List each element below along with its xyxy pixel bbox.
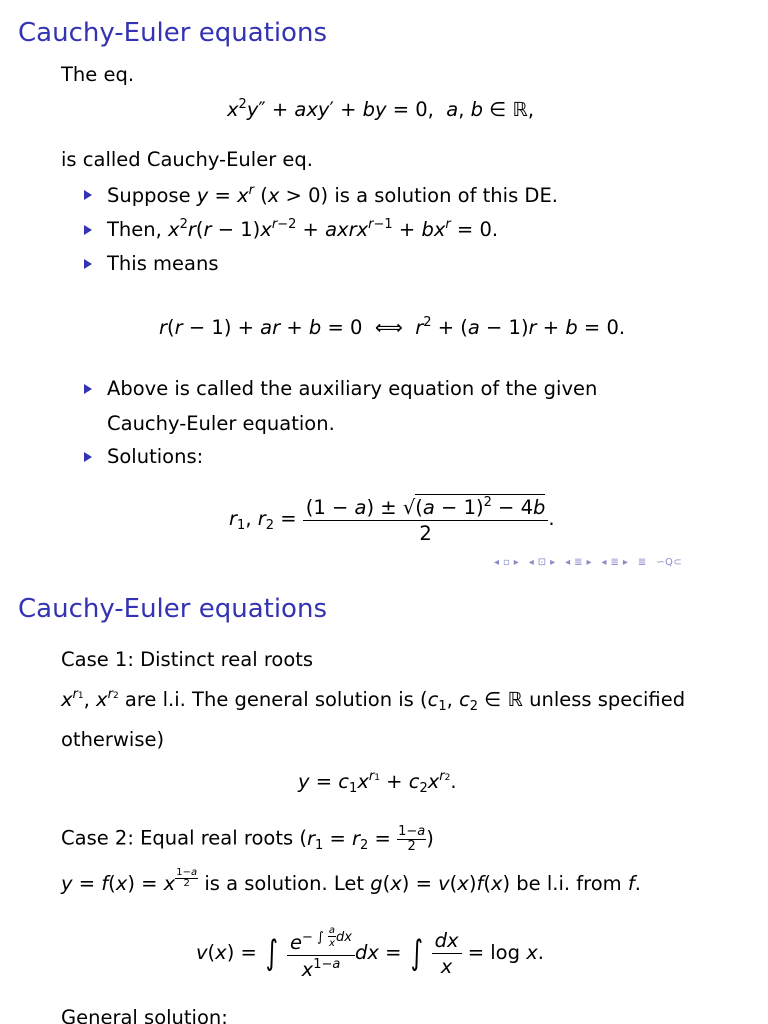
case-1-general-solution: $y = c_1x^{r1} + c_2x^{r2}$. [298,769,457,796]
slide-2-title: Cauchy-Euler equations [18,594,327,624]
slide-2 [0,584,768,1024]
case-2-heading: Case 2: Equal real roots ($r_1 = r_2$ = $\frac{1-a}{2}$ ) [61,824,434,854]
bullet-icon [84,259,92,269]
navigation-bar [494,557,688,568]
nav-section-icon[interactable]: ◂ ≣ ▸ [565,557,592,568]
bullet-suppose: Suppose $y = x^r$ (x > 0) is a solution of this DE. [107,183,558,207]
intro-text: The eq. [61,63,135,86]
case-1-text: $x^{r1}$, $x^{r2}$ are l.i. The general solution is ($c_1$, $c_2$ ∈ ℝ unless specified [61,687,686,714]
auxiliary-equation: r(r − 1) + ar + b = 0 ⟺ $r^2 + (a - 1)r + b = 0$. [159,315,626,339]
nav-align-icon[interactable]: ≣ [637,557,647,568]
called-text: is called Cauchy-Euler eq. [61,148,313,171]
nav-subsection-icon[interactable]: ◂ ⊡ ▸ [528,557,556,568]
bullet-means: This means [107,252,219,275]
bullet-solutions: Solutions: [107,445,204,468]
bullet-icon [84,225,92,235]
case-1-heading: Case 1: Distinct real roots [61,648,314,671]
case-2-solution-text: y = f(x) = x $^{\frac{1-a}{2}}$ is a solution. Let g(x) = v(x)f(x) be l.i. from f. [61,867,641,895]
bullet-then: Then, $x^2r(r - 1)x^{r-2}$ + axrx$^{r-1}$ + $bx^r = 0$. [107,217,499,241]
cauchy-euler-equation: $x^2y'' + axy'$ + by = 0, a, b ∈ ℝ, [227,97,535,121]
roots-formula: $r_1$, $r_2$ = $\frac{(1 - a) \pm √(a - 1)^2 - 4b}{2}$ . [229,495,555,546]
bullet-auxiliary-line2: Cauchy-Euler equation. [107,412,335,435]
bullet-auxiliary-line1: Above is called the auxiliary equation of the given [107,377,598,400]
bullet-icon [84,384,92,394]
v-integral-formula: v(x) = ∫ $e^{- \int \frac{a}{x} dx}$ $x^{1-a}$ dx = ∫ $\frac{dx}{x}$ = log x. [196,925,544,982]
bullet-icon [84,452,92,462]
bullet-icon [84,190,92,200]
general-solution-label: General solution: [61,1006,228,1024]
case-1-text-otherwise: otherwise) [61,728,165,751]
nav-document-icon[interactable]: ◂ ≣ ▸ [601,557,629,568]
nav-search-icon[interactable]: ∽Q⊂ [656,557,683,568]
nav-frame-icon[interactable]: ◂ ▫ ▸ [494,557,520,568]
slide-1-title: Cauchy-Euler equations [18,18,327,48]
